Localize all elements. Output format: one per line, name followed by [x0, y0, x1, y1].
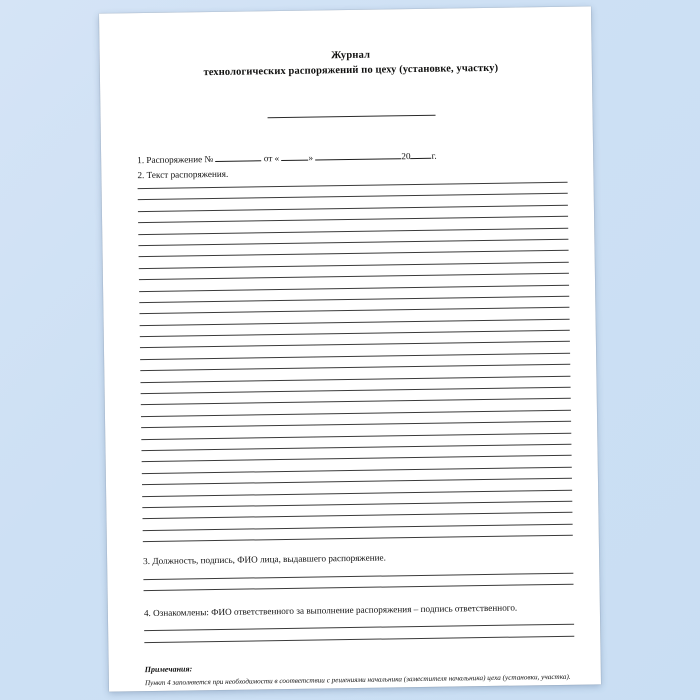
- write-line[interactable]: [141, 421, 571, 428]
- order-text-ruled-area[interactable]: [138, 182, 573, 542]
- write-line[interactable]: [138, 239, 568, 246]
- order-text-label: 2. Текст распоряжения.: [137, 168, 229, 180]
- title-line-2: технологических распоряжений по цеху (установке, участку): [203, 62, 499, 79]
- section-4-label: 4. Ознакомлены: ФИО ответственного за выполнение распоряжения – подпись ответственного.: [143, 602, 518, 618]
- write-line[interactable]: [143, 535, 573, 542]
- write-line[interactable]: [141, 444, 571, 451]
- write-line[interactable]: [139, 296, 569, 303]
- write-line[interactable]: [138, 182, 568, 189]
- document-title: [136, 45, 566, 81]
- write-line[interactable]: [141, 398, 571, 405]
- notes-text: Пункт 4 заполняется при необходимости в соответствии с решениями начальника (заместителя начальника) цеха (установки, участка).: [144, 672, 571, 687]
- order-number-field-block: [137, 147, 567, 182]
- order-number-label: 1. Распоряжение №: [137, 153, 216, 166]
- write-line[interactable]: [143, 523, 573, 530]
- notes-block: [145, 658, 575, 687]
- write-line[interactable]: [140, 330, 570, 337]
- write-line[interactable]: [142, 478, 572, 485]
- write-line[interactable]: [140, 318, 570, 325]
- write-line[interactable]: [138, 227, 568, 234]
- title-line-1: Журнал: [330, 49, 371, 62]
- write-line[interactable]: [138, 205, 568, 212]
- order-date-from-label: от «: [261, 152, 282, 164]
- write-line[interactable]: [140, 353, 570, 360]
- page-content: [136, 45, 575, 687]
- write-line[interactable]: [139, 261, 569, 268]
- write-line[interactable]: [139, 273, 569, 280]
- write-line[interactable]: [140, 375, 570, 382]
- write-line[interactable]: [138, 193, 568, 200]
- write-line[interactable]: [139, 307, 569, 314]
- write-line[interactable]: [139, 250, 569, 257]
- write-line[interactable]: [141, 410, 571, 417]
- write-line[interactable]: [141, 387, 571, 394]
- write-line[interactable]: [141, 432, 571, 439]
- write-line[interactable]: [144, 635, 574, 642]
- write-line[interactable]: [143, 572, 573, 579]
- section-4-ruled-area[interactable]: [144, 624, 574, 643]
- notes-title: Примечания:: [144, 664, 193, 674]
- order-year-suffix: г.: [431, 150, 437, 161]
- order-year-prefix: 20: [401, 151, 411, 162]
- write-line[interactable]: [140, 341, 570, 348]
- order-number-blank[interactable]: [215, 151, 261, 162]
- write-line[interactable]: [139, 284, 569, 291]
- write-line[interactable]: [142, 512, 572, 519]
- order-month-blank[interactable]: [315, 149, 401, 160]
- write-line[interactable]: [144, 624, 574, 631]
- document-page: [99, 6, 601, 691]
- write-line[interactable]: [138, 216, 568, 223]
- write-line[interactable]: [142, 466, 572, 473]
- section-3-ruled-area[interactable]: [143, 572, 573, 591]
- document-page-wrapper: [99, 6, 601, 691]
- subtitle-blank-rule: [268, 115, 436, 118]
- order-year-blank[interactable]: [410, 149, 431, 159]
- write-line[interactable]: [142, 455, 572, 462]
- order-day-blank[interactable]: [281, 151, 308, 161]
- write-line[interactable]: [142, 501, 572, 508]
- write-line[interactable]: [140, 364, 570, 371]
- subtitle-blank-rule-wrap: [136, 101, 566, 125]
- section-3-label: 3. Должность, подпись, ФИО лица, выдавшего распоряжение.: [143, 552, 386, 567]
- write-line[interactable]: [144, 584, 574, 591]
- order-date-close-label: »: [308, 152, 316, 163]
- write-line[interactable]: [142, 489, 572, 496]
